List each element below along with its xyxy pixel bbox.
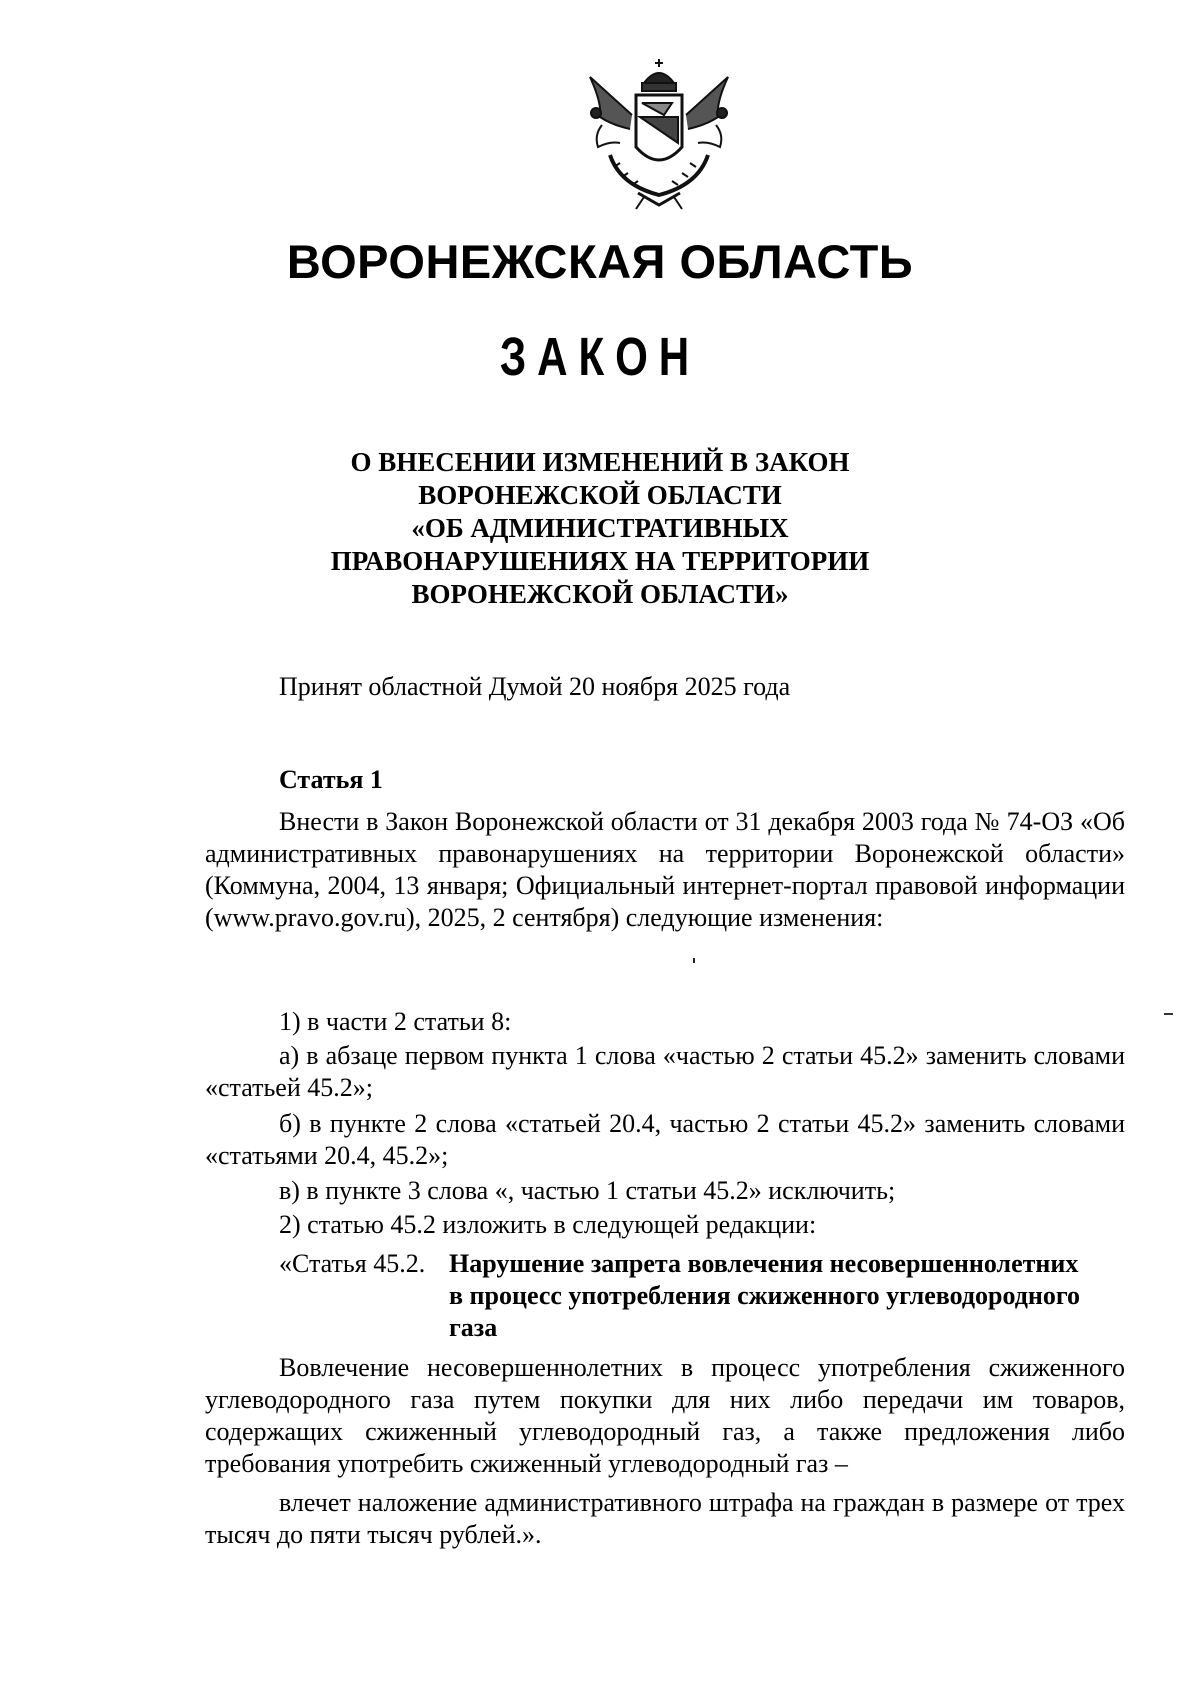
scan-speck [1164,1013,1173,1015]
amendment-item: а) в абзаце первом пункта 1 слова «частью 2 статьи 45.2» заменить словами «статьей 45.2»; [205,1041,1125,1102]
document-type-heading: ЗАКОН [499,327,701,387]
amendment-item: 1) в части 2 статьи 8: [279,1007,512,1036]
article-1-heading: Статья 1 [279,765,383,794]
law-title [220,446,980,611]
amendment-item: 2) статью 45.2 изложить в следующей редакции: [279,1210,817,1239]
law-title-line: ПРАВОНАРУШЕНИЯХ НА ТЕРРИТОРИИ [330,546,870,576]
quoted-article-penalty: влечет наложение административного штрафа на граждан в размере от трех тысяч до пяти тысяч рублей.». [205,1488,1125,1549]
adoption-date: Принят областной Думой 20 ноября 2025 года [279,672,791,701]
region-heading: ВОРОНЕЖСКАЯ ОБЛАСТЬ [286,235,914,288]
coat-of-arms-icon [580,55,738,210]
quoted-article-title: Нарушение запрета вовлечения несовершеннолетних в процесс употребления сжиженного углеводородного газа [449,1249,1081,1342]
amendment-item: б) в пункте 2 слова «статьей 20.4, частью 2 статьи 45.2» заменить словами «статьями 20.4, 45.2»; [205,1109,1125,1170]
quoted-article-number: «Статья 45.2. [279,1249,426,1278]
law-title-line: О ВНЕСЕНИИ ИЗМЕНЕНИЙ В ЗАКОН [350,447,850,477]
article-1-intro: Внести в Закон Воронежской области от 31 декабря 2003 года № 74-ОЗ «Об административных правонарушениях на территории Воронежской области» (Коммуна, 2004, 13 января; Официальный интернет-портал правовой информации (www.pravo.gov.ru), 2025, 2 сентября) следующие изменения: [205,807,1125,932]
law-title-line: «ОБ АДМИНИСТРАТИВНЫХ [411,513,789,543]
law-title-line: ВОРОНЕЖСКОЙ ОБЛАСТИ [418,480,782,510]
quoted-article-body: Вовлечение несовершеннолетних в процесс употребления сжиженного углеводородного газа путем покупки для них либо передачи им товаров, содержащих сжиженный углеводородный газ, а также предложения либо требования употребить сжиженный углеводородный газ – [205,1353,1125,1478]
law-title-line: ВОРОНЕЖСКОЙ ОБЛАСТИ» [411,579,789,609]
scan-speck [693,958,695,963]
amendment-item: в) в пункте 3 слова «, частью 1 статьи 45.2» исключить; [279,1176,896,1205]
